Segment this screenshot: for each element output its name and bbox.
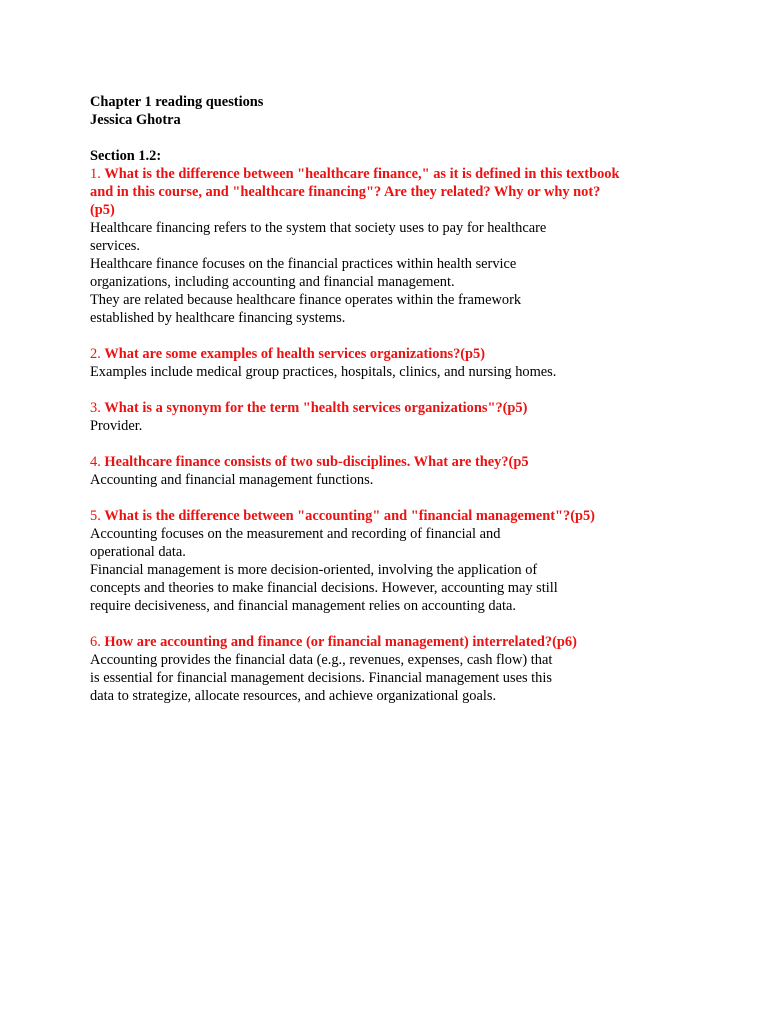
- answer-line: Financial management is more decision-oriented, involving the application of: [90, 562, 538, 578]
- question-block: [90, 399, 690, 435]
- answer-line: concepts and theories to make financial decisions. However, accounting may still: [90, 580, 558, 596]
- spacer: [90, 489, 690, 507]
- question-number: 5.: [90, 508, 101, 524]
- question-text: What are some examples of health services organizations?(p5): [104, 346, 486, 362]
- question-number: 3.: [90, 400, 101, 416]
- answer-line: data to strategize, allocate resources, and achieve organizational goals.: [90, 688, 497, 704]
- question-line: [90, 201, 690, 219]
- question-block: [90, 507, 690, 615]
- author-name: Jessica Ghotra: [90, 112, 181, 128]
- question-text: What is the difference between "accounting" and "financial management"?(p5): [104, 508, 595, 524]
- question-line: [90, 633, 690, 651]
- section-heading: Section 1.2:: [90, 148, 162, 164]
- question-block: [90, 345, 690, 381]
- questions-list: [90, 165, 690, 705]
- question-number: 1.: [90, 166, 101, 182]
- answer-line: organizations, including accounting and financial management.: [90, 274, 455, 290]
- question-text: What is a synonym for the term "health services organizations"?(p5): [104, 400, 528, 416]
- question-line: [90, 183, 690, 201]
- answer-line: Provider.: [90, 418, 143, 434]
- question-text: (p5): [90, 202, 115, 218]
- answer-line: Accounting provides the financial data (e.g., revenues, expenses, cash flow) that: [90, 652, 553, 668]
- answer-line: is essential for financial management decisions. Financial management uses this: [90, 670, 552, 686]
- question-number: 4.: [90, 454, 101, 470]
- answer-line: Accounting focuses on the measurement and recording of financial and: [90, 526, 501, 542]
- question-block: [90, 633, 690, 705]
- spacer: [90, 327, 690, 345]
- document-title: Chapter 1 reading questions: [90, 94, 264, 110]
- answer-line: Healthcare financing refers to the system that society uses to pay for healthcare: [90, 220, 547, 236]
- answer-line: They are related because healthcare finance operates within the framework: [90, 292, 522, 308]
- question-block: [90, 165, 690, 327]
- question-text: How are accounting and finance (or financial management) interrelated?(p6): [104, 634, 577, 650]
- question-text: What is the difference between "healthcare finance," as it is defined in this textbook: [104, 166, 620, 182]
- answer-line: operational data.: [90, 544, 186, 560]
- spacer: [90, 129, 690, 147]
- answer-line: Accounting and financial management functions.: [90, 472, 374, 488]
- question-text: and in this course, and "healthcare financing"? Are they related? Why or why not?: [90, 184, 601, 200]
- document-page: [90, 93, 690, 705]
- spacer: [90, 615, 690, 633]
- answer-line: Healthcare finance focuses on the financial practices within health service: [90, 256, 517, 272]
- question-number: 6.: [90, 634, 101, 650]
- answer-line: require decisiveness, and financial management relies on accounting data.: [90, 598, 516, 614]
- question-line: [90, 345, 690, 363]
- spacer: [90, 435, 690, 453]
- question-line: [90, 507, 690, 525]
- question-number: 2.: [90, 346, 101, 362]
- answer-line: Examples include medical group practices, hospitals, clinics, and nursing homes.: [90, 364, 557, 380]
- question-block: [90, 453, 690, 489]
- spacer: [90, 381, 690, 399]
- answer-line: established by healthcare financing systems.: [90, 310, 346, 326]
- question-text: Healthcare finance consists of two sub-disciplines. What are they?(p5: [104, 454, 529, 470]
- answer-line: services.: [90, 238, 140, 254]
- question-line: [90, 399, 690, 417]
- question-line: [90, 453, 690, 471]
- question-line: [90, 165, 690, 183]
